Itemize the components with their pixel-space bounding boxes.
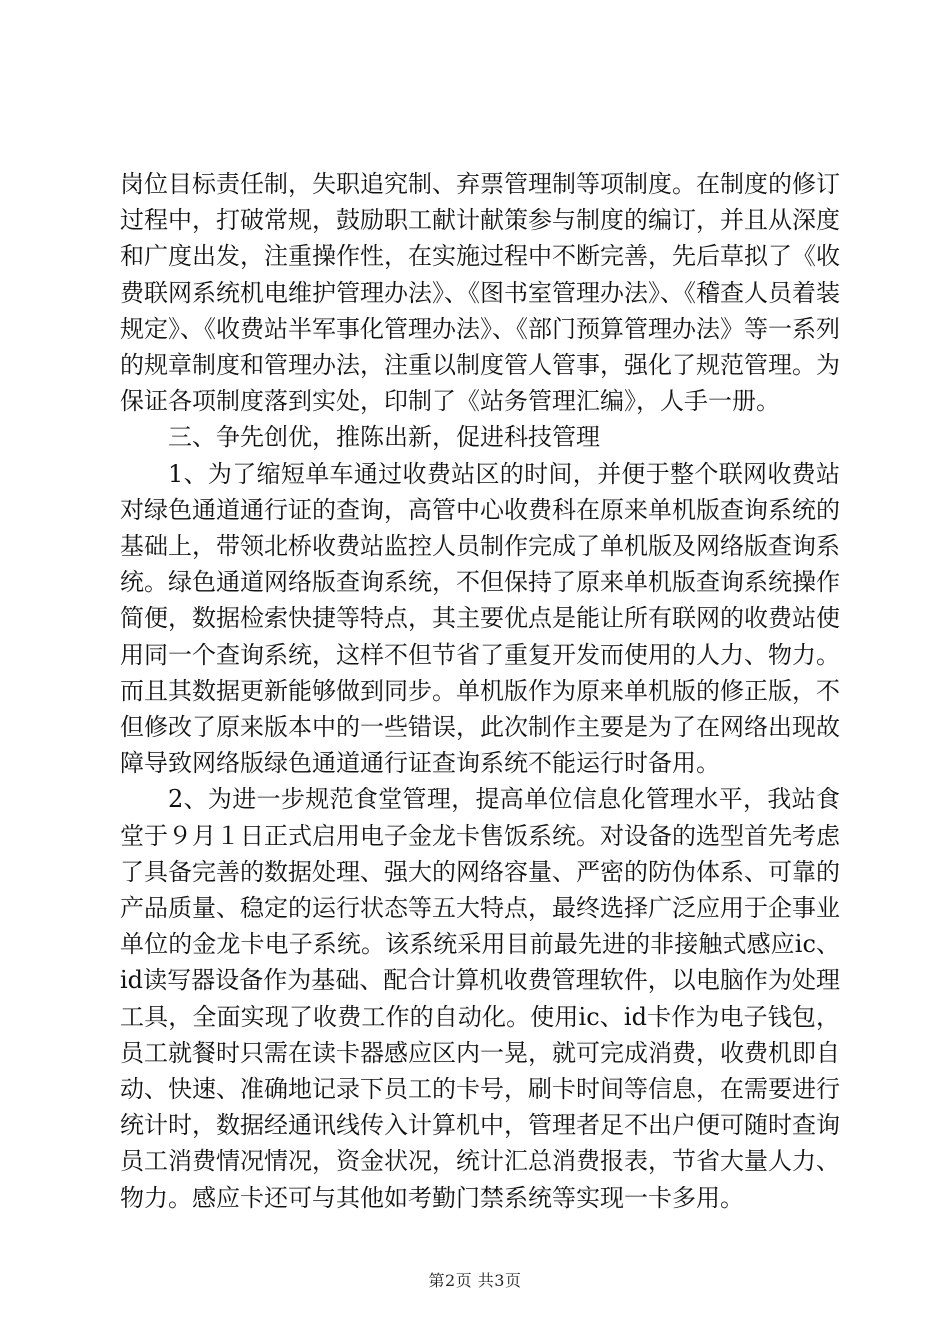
page-footer: 第2页 共3页 — [428, 1271, 522, 1290]
document-body — [120, 166, 840, 1216]
paragraph-query-system: 1、为了缩短单车通过收费站区的时间，并便于整个联网收费站对绿色通道通行证的查询，高管中心收费科在原来单机版查询系统的基础上，带领北桥收费站监控人员制作完成了单机版及网络版查询系统。绿色通道网络版查询系统，不但保持了原来单机版查询系统操作简便，数据检索快捷等特点，其主要优点是能让所有联网的收费站使用同一个查询系统，这样不但节省了重复开发而使用的人力、物力。而且其数据更新能够做到同步。单机版作为原来单机版的修正版，不但修改了原来版本中的一些错误，此次制作主要是为了在网络出现故障导致网络版绿色通道通行证查询系统不能运行时备用。 — [120, 459, 840, 778]
paragraph-regulations: 岗位目标责任制，失职追究制、弃票管理制等项制度。在制度的修订过程中，打破常规，鼓励职工献计献策参与制度的编订，并且从深度和广度出发，注重操作性，在实施过程中不断完善，先后草拟了《收费联网系统机电维护管理办法》、《图书室管理办法》、《稽查人员着装规定》、《收费站半军事化管理办法》、《部门预算管理办法》等一系列的规章制度和管理办法，注重以制度管人管事，强化了规范管理。为保证各项制度落到实处，印制了《站务管理汇编》，人手一册。 — [120, 170, 840, 416]
paragraph-canteen-card: 2、为进一步规范食堂管理，提高单位信息化管理水平，我站食堂于９月１日正式启用电子金龙卡售饭系统。对设备的选型首先考虑了具备完善的数据处理、强大的网络容量、严密的防伪体系、可靠的产品质量、稳定的运行状态等五大特点，最终选择广泛应用于企事业单位的金龙卡电子系统。该系统采用目前最先进的非接触式感应ic、id读写器设备作为基础、配合计算机收费管理软件，以电脑作为处理工具，全面实现了收费工作的自动化。使用ic、id卡作为电子钱包，员工就餐时只需在读卡器感应区内一晃，就可完成消费，收费机即自动、快速、准确地记录下员工的卡号，刷卡时间等信息，在需要进行统计时，数据经通讯线传入计算机中，管理者足不出户便可随时查询员工消费情况情况，资金状况，统计汇总消费报表，节省大量人力、物力。感应卡还可与其他如考勤门禁系统等实现一卡多用。 — [120, 785, 840, 1212]
section-heading-three: 三、争先创优，推陈出新，促进科技管理 — [168, 423, 600, 452]
